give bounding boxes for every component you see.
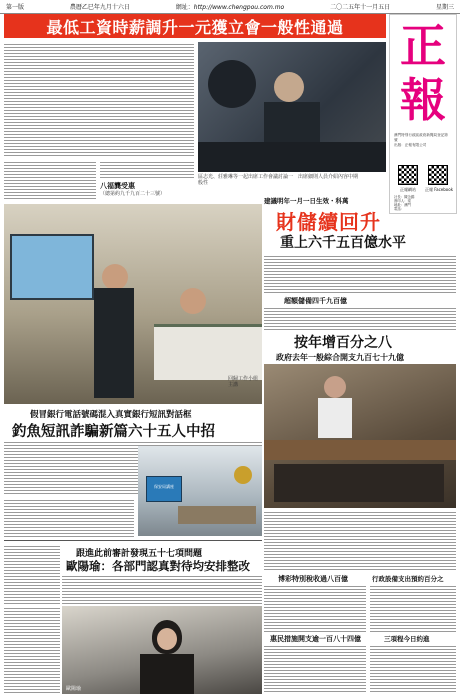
article-2-text	[264, 254, 456, 294]
divider	[4, 540, 262, 541]
article-5-text-b	[264, 584, 366, 632]
qr-code-website[interactable]	[398, 165, 418, 185]
masthead-smallprint	[394, 133, 454, 163]
article-6-text	[264, 644, 366, 692]
article-3-text-b	[4, 498, 134, 538]
masthead-char-1: 正	[400, 19, 446, 73]
article-3-photo-2	[138, 446, 262, 536]
masthead-char-2: 報	[400, 73, 446, 127]
website-block	[176, 2, 284, 11]
masthead	[389, 14, 457, 214]
qr-code-facebook[interactable]	[428, 165, 448, 185]
article-4-kicker: 跟進此前審計發現五十七項問題	[76, 549, 203, 559]
article-2-sub2-small: 政府去年一般綜合開支九百七十九億	[276, 353, 404, 362]
article-3-photo	[4, 204, 262, 404]
contact-line: 地址：澳門	[394, 203, 411, 207]
issue-date: 二〇二五年十一月五日	[330, 4, 391, 11]
article-4-title: 歐陽瑜：各部門認真對待均安排整改	[66, 559, 250, 573]
article-2-title: 重上六千五百億水平	[280, 235, 406, 251]
article-3-kicker: 假冒銀行電話號碼混入真實銀行短訊對話框	[30, 410, 192, 420]
article-1-side-caption: 建議明年一月一日生效・科萬	[264, 197, 349, 205]
lead-headline: 最低工資時薪調升一元獲立會一般性通過	[4, 14, 386, 38]
article-1-caption-2: 出席細則人員介紹內容中期	[298, 174, 359, 180]
masthead-line: 澳門特別行政區政府新聞局登記第	[394, 133, 448, 137]
article-5-sub1: 博彩特別稅收過八百億	[278, 575, 348, 583]
article-6-sub2: 三項程今日約進	[384, 635, 430, 643]
article-1-photo	[198, 42, 386, 172]
website-label: 網址：	[175, 4, 194, 11]
qr-label-website: 正報網站	[400, 187, 416, 192]
article-4-text-left-b	[4, 606, 60, 694]
article-1-text-col2	[4, 160, 96, 200]
article-2-sub2: 按年增百分之八	[294, 335, 392, 351]
contact-line: 電話：	[394, 207, 405, 211]
article-3-title: 釣魚短訊詐騙新篇六十五人中招	[12, 424, 215, 440]
masthead-line: 出版：正報有限公司	[394, 143, 427, 147]
article-3-screen-text: 保安局講座	[154, 484, 174, 489]
article-5-sub2: 行政設備支出預約百分之	[372, 575, 444, 583]
article-1-footnote: （總第約九千九百二十三號）	[100, 191, 166, 197]
article-2-text-b	[264, 306, 456, 332]
lunar-date: 農曆乙巳年九月十六日	[69, 4, 130, 11]
contact-line: 督印人：梁	[394, 199, 411, 203]
page-number: 第一版	[6, 4, 25, 11]
article-4-text	[62, 574, 262, 604]
article-1-text	[4, 42, 194, 158]
article-6-text-b	[370, 644, 456, 692]
weekday: 星期三	[435, 4, 454, 11]
article-2-sub1: 超額儲備四千九百億	[284, 297, 347, 305]
article-1-caption-1: 區志光、莊雅琳等一起出席工作會議討論一般性	[198, 174, 294, 186]
website-link[interactable]: http://www.chengpou.com.mo	[193, 4, 285, 11]
article-2-photo	[264, 364, 456, 508]
article-1-byline: 八福龔受惠	[100, 182, 135, 190]
qr-label-facebook: 正報 Facebook	[424, 187, 454, 192]
contact-line: 社長：陳念錦	[394, 195, 415, 199]
article-4-photo-caption: 歐陽瑜	[66, 686, 82, 692]
page-header	[0, 0, 460, 14]
article-5-text-c	[370, 584, 456, 632]
article-1-text-col3	[100, 160, 194, 180]
article-3-photo-caption: 回歸工作小組主講	[228, 376, 259, 388]
article-5-text	[264, 510, 456, 572]
article-4-text-left	[4, 544, 60, 604]
masthead-line: 號	[394, 138, 398, 142]
contact-block	[394, 195, 456, 211]
article-6-sub1: 惠民措施開支逾一百八十四億	[270, 635, 361, 643]
article-2-red-title: 財儲續回升	[276, 210, 381, 234]
article-4-photo	[62, 606, 262, 694]
